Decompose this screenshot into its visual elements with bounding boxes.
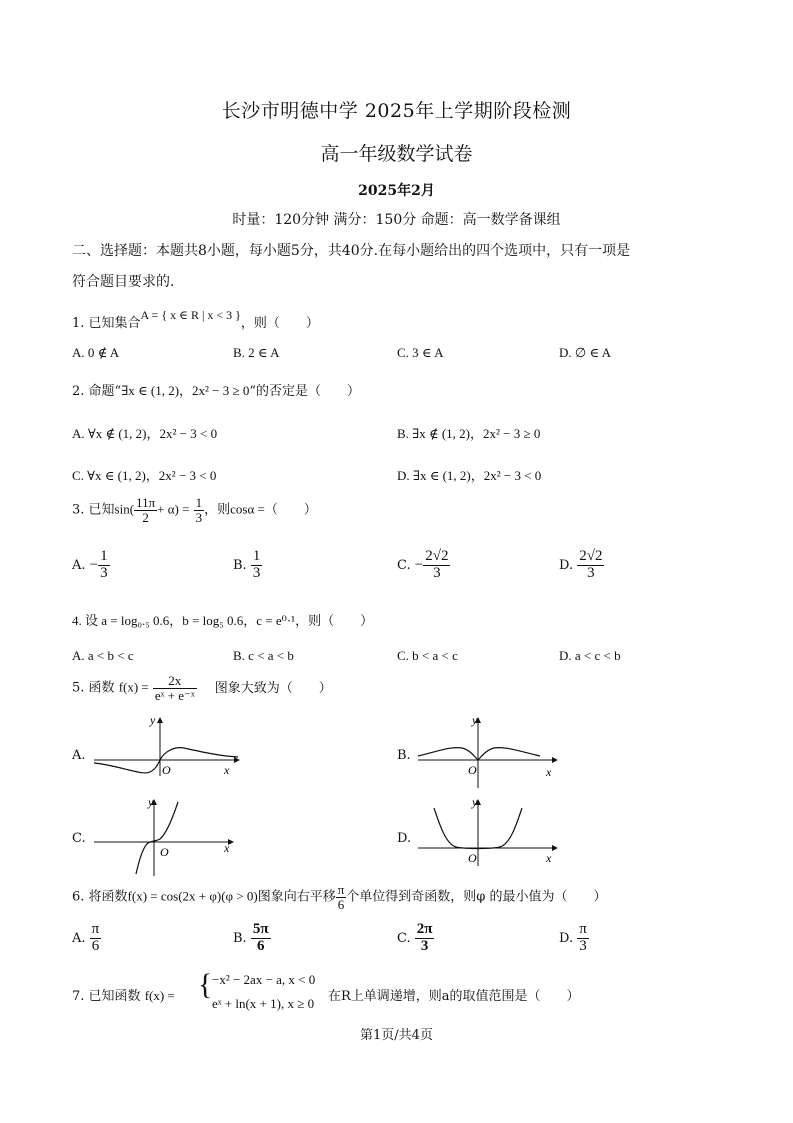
q6-shift-den: 6: [337, 896, 345, 912]
q5-label-c: C.: [72, 831, 86, 846]
q5-prefix: 5. 函数: [72, 680, 115, 696]
q6-option-d-den: 3: [579, 937, 587, 954]
q5-numerator: 2x: [153, 674, 197, 689]
q5-graph-c[interactable]: [92, 796, 237, 878]
q1-option-b[interactable]: B. 2 ∈ A: [233, 345, 280, 360]
question-1: [72, 308, 319, 331]
q6-label-d: D.: [559, 930, 574, 946]
q3-value-fraction: [194, 496, 205, 524]
q6-label-b: B.: [233, 930, 247, 946]
q3-option-b-num: 1: [252, 548, 261, 564]
q5-graph-b[interactable]: [416, 714, 561, 790]
q6-option-a-num: π: [91, 921, 100, 937]
q4-option-c[interactable]: C. b < a < c: [397, 648, 458, 663]
q6-option-a[interactable]: [72, 922, 101, 955]
graph-b-origin: O: [468, 763, 477, 777]
q3-option-a-den: 3: [100, 564, 108, 581]
q3-option-a[interactable]: [72, 549, 110, 582]
q3-option-b-den: 3: [252, 564, 261, 581]
q7-brace: {: [198, 968, 213, 1001]
q6-option-c[interactable]: [397, 922, 434, 955]
q1-suffix: ，则（ ）: [240, 316, 319, 331]
q3-label-c: C.: [397, 557, 411, 573]
q4-option-a[interactable]: A. a < b < c: [72, 648, 134, 663]
q5-label-a: A.: [72, 748, 86, 763]
graph-a-x-label: x: [224, 763, 230, 777]
question-2: [72, 380, 360, 399]
q6-option-c-den: 3: [420, 937, 429, 954]
q3-option-c-sign: −: [414, 556, 424, 573]
q3-angle-numerator: 11π: [136, 495, 156, 510]
q3-option-d[interactable]: [559, 549, 604, 582]
q6-option-c-num: 2π: [416, 921, 433, 937]
q3-option-a-fraction: [98, 549, 110, 582]
q6-option-b-fraction: [251, 922, 271, 955]
q6-shift-fraction: [336, 883, 347, 911]
q1-option-a[interactable]: A. 0 ∉ A: [72, 345, 120, 360]
q3-option-a-sign: −: [89, 556, 99, 573]
question-5: [72, 674, 332, 702]
q6-option-b-num: 5π: [252, 921, 269, 937]
q1-prefix: 1. 已知集合: [72, 316, 141, 331]
q5-graph-a[interactable]: [92, 714, 242, 778]
q2-option-a[interactable]: A. ∀x ∉ (1, 2)，2x² − 3 < 0: [72, 426, 218, 441]
q3-option-c[interactable]: [397, 549, 450, 582]
q7-suffix: 在R上单调递增，则a的取值范围是（ ）: [328, 989, 580, 1004]
q6-option-d-num: π: [579, 921, 587, 937]
q3-label-a: A.: [72, 557, 86, 573]
exam-meta: 时量：120分钟 满分：150分 命题：高一数学备课组: [232, 212, 561, 228]
q6-label-c: C.: [397, 930, 411, 946]
q2-option-b[interactable]: B. ∃x ∉ (1, 2)，2x² − 3 ≥ 0: [397, 426, 541, 441]
q2-prefix: 2. 命题“: [72, 384, 122, 399]
q5-denominator: eˣ + e⁻ˣ: [154, 687, 195, 703]
q3-option-b[interactable]: [233, 549, 262, 582]
q6-option-b[interactable]: [233, 922, 271, 955]
q2-statement: ∃x ∈ (1, 2)，2x² − 3 ≥ 0: [121, 383, 250, 398]
q5-fraction: [153, 674, 197, 702]
q3-value-numerator: 1: [195, 495, 203, 510]
q6-fx: f(x) = cos(2x + φ)(φ > 0): [127, 888, 258, 904]
page-number: 第1页/共4页: [360, 1028, 433, 1043]
q6-prefix: 6. 将函数: [72, 889, 128, 905]
q2-option-c[interactable]: C. ∀x ∈ (1, 2)，2x² − 3 < 0: [72, 468, 217, 483]
section-instruction-line1: 二、选择题：本题共8小题，每小题5分，共40分.在每小题给出的四个选项中，只有一项是: [72, 243, 631, 259]
q6-option-d[interactable]: [559, 922, 589, 955]
q3-label-d: D.: [559, 557, 574, 573]
q3-sin: sin(: [114, 501, 135, 517]
section-instruction-line2: 符合题目要求的.: [72, 274, 175, 290]
question-4: 4. 设 a = log₀.₅ 0.6，b = log₅ 0.6，c = e⁰·¹，则（ ）: [72, 613, 374, 628]
q6-option-c-fraction: [415, 922, 435, 955]
q3-prefix: 3. 已知: [72, 502, 115, 518]
q3-option-d-den: 3: [587, 564, 595, 581]
graph-b-x-label: x: [546, 765, 552, 779]
question-7: [72, 985, 175, 1004]
q1-option-d[interactable]: D. ∅ ∈ A: [559, 345, 612, 360]
q3-option-d-fraction: [577, 549, 604, 582]
graph-d-y-label: y: [472, 796, 478, 809]
q7-fx: f(x) =: [144, 988, 175, 1003]
graph-b-y-label: y: [472, 714, 478, 727]
q3-option-c-den: 3: [433, 564, 441, 581]
q5-label-b: B.: [397, 748, 411, 763]
q3-option-d-num: 2√2: [579, 548, 603, 564]
q7-prefix: 7. 已知函数: [72, 989, 141, 1004]
q1-set: A = { x ∈ R | x < 3 }: [140, 308, 241, 322]
graph-a-origin: O: [162, 763, 171, 777]
q2-suffix: ”的否定是（ ）: [249, 384, 361, 399]
graph-c-x-label: x: [224, 841, 230, 855]
q5-fx: f(x) =: [118, 679, 149, 695]
q2-option-d[interactable]: D. ∃x ∈ (1, 2)，2x² − 3 < 0: [397, 468, 542, 483]
q3-suffix: （ ）: [264, 502, 317, 518]
question-3: [72, 496, 317, 524]
q4-option-d[interactable]: D. a < c < b: [559, 648, 621, 663]
q7-case-1: −x² − 2ax − a, x < 0: [212, 972, 316, 987]
q3-option-c-num: 2√2: [425, 548, 449, 564]
graph-c-y-label: y: [148, 796, 154, 809]
q4-option-b[interactable]: B. c < a < b: [233, 648, 294, 663]
q7-case-2: eˣ + ln(x + 1), x ≥ 0: [212, 996, 315, 1011]
exam-date: 2025年2月: [358, 183, 435, 199]
q6-option-a-den: 6: [91, 937, 100, 954]
q6-mid: 图象向右平移: [257, 889, 336, 905]
q3-option-c-fraction: [423, 549, 450, 582]
q5-label-d: D.: [397, 831, 412, 846]
q6-option-d-fraction: [577, 922, 589, 955]
q6-label-a: A.: [72, 930, 86, 946]
q6-option-a-fraction: [90, 922, 102, 955]
q1-option-c[interactable]: C. 3 ∈ A: [397, 345, 444, 360]
exam-subtitle: 高一年级数学试卷: [320, 143, 473, 165]
q3-plus-alpha: + α) =: [157, 501, 190, 517]
q3-angle-denominator: 2: [142, 509, 149, 525]
q5-graph-d[interactable]: [416, 796, 561, 868]
q6-shift-num: π: [337, 882, 345, 897]
graph-d-origin: O: [468, 851, 477, 865]
question-6: [72, 883, 607, 911]
q3-cos: cosα =: [230, 501, 265, 517]
q3-angle-fraction: [134, 496, 157, 524]
q5-suffix: 图象大致为（ ）: [214, 680, 332, 696]
graph-c-origin: O: [160, 845, 169, 859]
q3-option-a-num: 1: [100, 548, 108, 564]
graph-a-y-label: y: [150, 714, 156, 727]
q3-value-denominator: 3: [195, 509, 203, 525]
q3-label-b: B.: [233, 557, 247, 573]
q3-option-b-fraction: [251, 549, 263, 582]
q6-suffix: 个单位得到奇函数，则φ 的最小值为（ ）: [346, 889, 607, 905]
q3-mid: ，则: [204, 502, 231, 518]
exam-title: 长沙市明德中学 2025年上学期阶段检测: [221, 100, 572, 122]
q6-option-b-den: 6: [256, 937, 265, 954]
graph-d-x-label: x: [546, 851, 552, 865]
